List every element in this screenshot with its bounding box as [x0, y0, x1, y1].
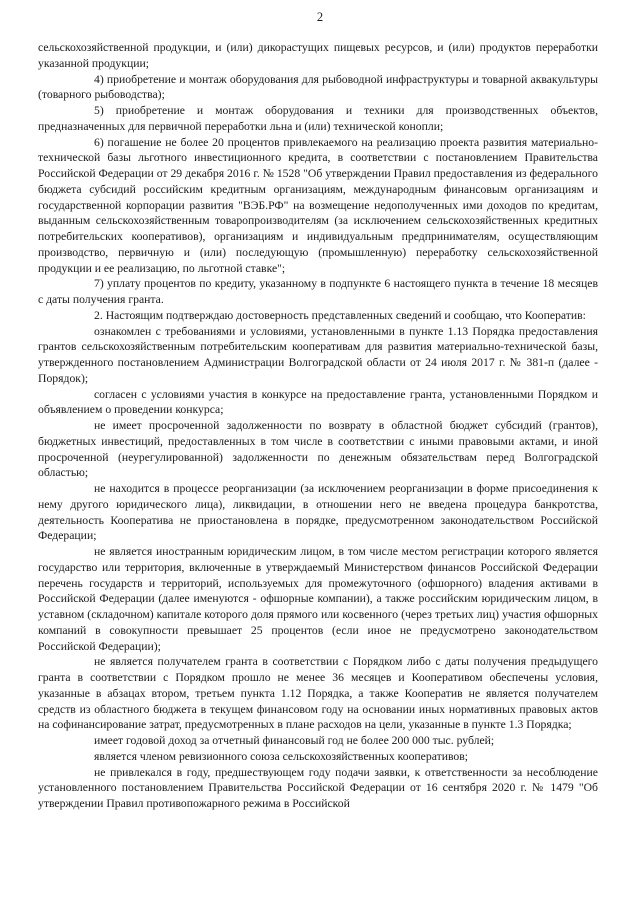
paragraph-continuation: сельскохозяйственной продукции, и (или) дикорастущих пищевых ресурсов, и (или) продуктов переработки указанной продукции; — [38, 41, 598, 70]
page-number: 2 — [316, 10, 324, 24]
paragraph-no-debt: не имеет просроченной задолженности по возврату в областной бюджет субсидий (грантов), бюджетных инвестиций, предоставленных в том числе в соответствии с иными правовыми актами, и иной просроченной (неурегулированной) задолженности по денежным обязательствам перед Волгоградской областью; — [38, 419, 598, 480]
paragraph-annual-income: имеет годовой доход за отчетный финансовый год не более 200 000 тыс. рублей; — [94, 734, 495, 747]
paragraph-acquainted: ознакомлен с требованиями и условиями, установленными в пункте 1.13 Порядка предоставления грантов сельскохозяйственным потребительским кооперативам для развития материально-технической базы, утвержденного постановлением Администрации Волгоградской области от 24 июля 2017 г. № 381-п (далее - Порядок); — [38, 324, 598, 385]
paragraph-agrees: согласен с условиями участия в конкурсе на предоставление гранта, установленными Порядком и объявлением о проведении конкурса; — [38, 387, 598, 417]
paragraph-item-6: 6) погашение не более 20 процентов привлекаемого на реализацию проекта развития материально-технической базы льготного инвестиционного кредита, в соответствии с постановлением Правительства Российской Федерации от 29 декабря 2016 г. № 1528 "Об утверждении Правил предоставления из федерального бюджета субсидий российским кредитным организациям, международным финансовым организациям и государственной корпорации развития "ВЭБ.РФ" на возмещение недополученных ими доходов по кредитам, выданным сельскохозяйственным товаропроизводителям (за исключением сельскохозяйственных кредитных потребительских кооперативов), организациям и индивидуальным предпринимателям, осуществляющим производство, первичную и (или) последующую (промышленную) переработку сельскохозяйственной продукции и ее реализацию, по льготной ставке"; — [38, 135, 598, 275]
paragraph-audit-union: является членом ревизионного союза сельскохозяйственных кооперативов; — [94, 749, 468, 763]
paragraph-item-5: 5) приобретение и монтаж оборудования и техники для производственных объектов, предназначенных для первичной переработки льна и (или) технической конопли; — [38, 104, 598, 133]
paragraph-fire-safety: не привлекался в году, предшествующем году подачи заявки, к ответственности за несоблюдение установленного постановлением Правительства Российской Федерации от 16 сентября 2020 г. № 1479 "Об утверждении Правил противопожарного режима в Российской — [38, 765, 598, 810]
document-body — [38, 40, 598, 812]
paragraph-item-4: 4) приобретение и монтаж оборудования для рыбоводной инфраструктуры и товарной аквакультуры (товарного рыбоводства); — [38, 72, 598, 102]
paragraph-not-foreign: не является иностранным юридическим лицом, в том числе местом регистрации которого является государство или территория, включенные в утверждаемый Министерством финансов Российской Федерации перечень государств и территорий, используемых для промежуточного (офшорного) владения активами в Российской Федерации (далее именуются - офшорные компании), а также российским юридическим лицом, в уставном (складочном) капитале которого доля прямого или косвенного (через третьих лиц) участия офшорных компаний в совокупности превышает 25 процентов (если иное не предусмотрено законодательством Российской Федерации); — [38, 545, 598, 653]
paragraph-section-2: 2. Настоящим подтверждаю достоверность представленных сведений и сообщаю, что Кооператив: — [94, 308, 586, 322]
paragraph-not-recipient: не является получателем гранта в соответствии с Порядком либо с даты получения предыдущего гранта в соответствии с Порядком прошло не менее 36 месяцев и Кооперативом обеспечены условия, указанные в абзацах втором, третьем пункта 1.12 Порядка, а также Кооператив не является получателем средств из областного бюджета в текущем финансовом году на основании иных нормативных правовых актов на софинансирование затрат, предусмотренных в плане расходов на цели, указанные в пункте 1.3 Порядка; — [38, 655, 598, 732]
paragraph-no-reorganization: не находится в процессе реорганизации (за исключением реорганизации в форме присоединения к нему другого юридического лица), ликвидации, в отношении него не введена процедура банкротства, деятельность Кооператива не приостановлена в порядке, предусмотренном законодательством Российской Федерации; — [38, 482, 598, 543]
paragraph-item-7: 7) уплату процентов по кредиту, указанному в подпункте 6 настоящего пункта в течение 18 месяцев с даты получения гранта. — [38, 277, 598, 306]
